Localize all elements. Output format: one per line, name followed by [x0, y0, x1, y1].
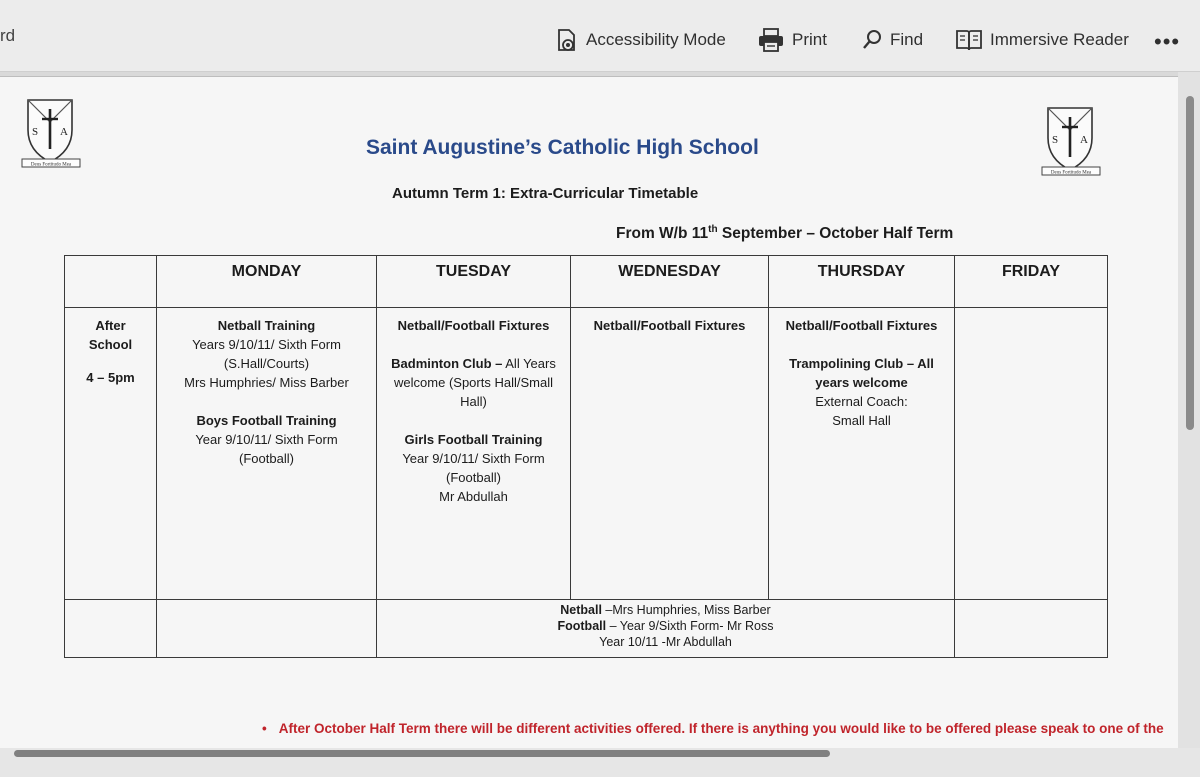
timetable-title: Autumn Term 1: Extra-Curricular Timetable — [392, 185, 699, 202]
empty-cell — [157, 600, 377, 658]
document-page — [0, 76, 1178, 748]
svg-text:S: S — [1052, 134, 1059, 146]
empty-cell — [955, 600, 1108, 658]
svg-text:Deus Fortitudo Mea: Deus Fortitudo Mea — [1050, 170, 1092, 176]
table-row — [65, 308, 1108, 600]
monday-cell: Netball Training Years 9/10/11/ Sixth Form (S.Hall/Courts) Mrs Humphries/ Miss Barber Boys Football Training Year 9/10/11/ Sixth Form (Football) — [157, 308, 377, 600]
header-cell: MONDAY — [157, 256, 377, 308]
printer-icon — [758, 28, 784, 52]
table-header-row — [65, 256, 1108, 308]
accessibility-mode-label: Accessibility Mode — [586, 30, 726, 49]
svg-text:A: A — [1080, 134, 1088, 146]
search-icon — [862, 29, 882, 51]
footer-note — [262, 721, 1164, 736]
timetable — [64, 255, 1108, 658]
thursday-cell: Netball/Football Fixtures Trampolining Club – All years welcome External Coach: Small Hall — [769, 308, 955, 600]
app-title-fragment: rd — [0, 26, 16, 45]
accessibility-mode-button[interactable] — [556, 24, 726, 56]
header-cell: THURSDAY — [769, 256, 955, 308]
school-crest-logo — [20, 97, 82, 173]
more-options-button[interactable] — [1154, 26, 1180, 58]
staff-cell: Netball –Mrs Humphries, Miss Barber Football – Year 9/Sixth Form- Mr Ross Year 10/11 -Mr Abdullah — [377, 600, 955, 658]
tuesday-cell: Netball/Football Fixtures Badminton Club – All Years welcome (Sports Hall/Small Hall) Girls Football Training Year 9/10/11/ Sixth Form (Football) Mr Abdullah — [377, 308, 571, 600]
school-title: Saint Augustine’s Catholic High School — [366, 136, 759, 159]
wednesday-cell: Netball/Football Fixtures — [571, 308, 769, 600]
svg-text:S: S — [32, 126, 39, 138]
header-cell: FRIDAY — [955, 256, 1108, 308]
header-cell: TUESDAY — [377, 256, 571, 308]
reader-toolbar — [0, 0, 1200, 72]
find-button[interactable] — [862, 24, 923, 56]
immersive-reader-button[interactable] — [956, 24, 1129, 56]
print-label: Print — [792, 30, 827, 49]
header-cell: WEDNESDAY — [571, 256, 769, 308]
school-crest-logo — [1040, 105, 1102, 181]
immersive-reader-label: Immersive Reader — [990, 30, 1129, 49]
empty-cell — [65, 600, 157, 658]
svg-text:Deus Fortitudo Mea: Deus Fortitudo Mea — [30, 162, 72, 168]
footer-note-text: After October Half Term there will be different activities offered. If there is anything you would like to be offered please speak to one of the — [278, 721, 1164, 736]
date-range: From W/b 11th September – October Half Term — [616, 224, 954, 243]
book-icon — [956, 29, 982, 51]
friday-cell — [955, 308, 1108, 600]
after-school-cell: After School 4 – 5pm — [65, 308, 157, 600]
accessibility-icon — [556, 28, 578, 52]
header-cell — [65, 256, 157, 308]
more-icon: ••• — [1154, 29, 1181, 54]
bullet-icon: • — [262, 721, 267, 736]
find-label: Find — [890, 30, 924, 49]
svg-text:A: A — [60, 126, 68, 138]
horizontal-scrollbar-thumb[interactable] — [14, 750, 830, 757]
print-button[interactable] — [758, 24, 827, 56]
vertical-scrollbar-thumb[interactable] — [1186, 96, 1194, 430]
table-row — [65, 600, 1108, 658]
